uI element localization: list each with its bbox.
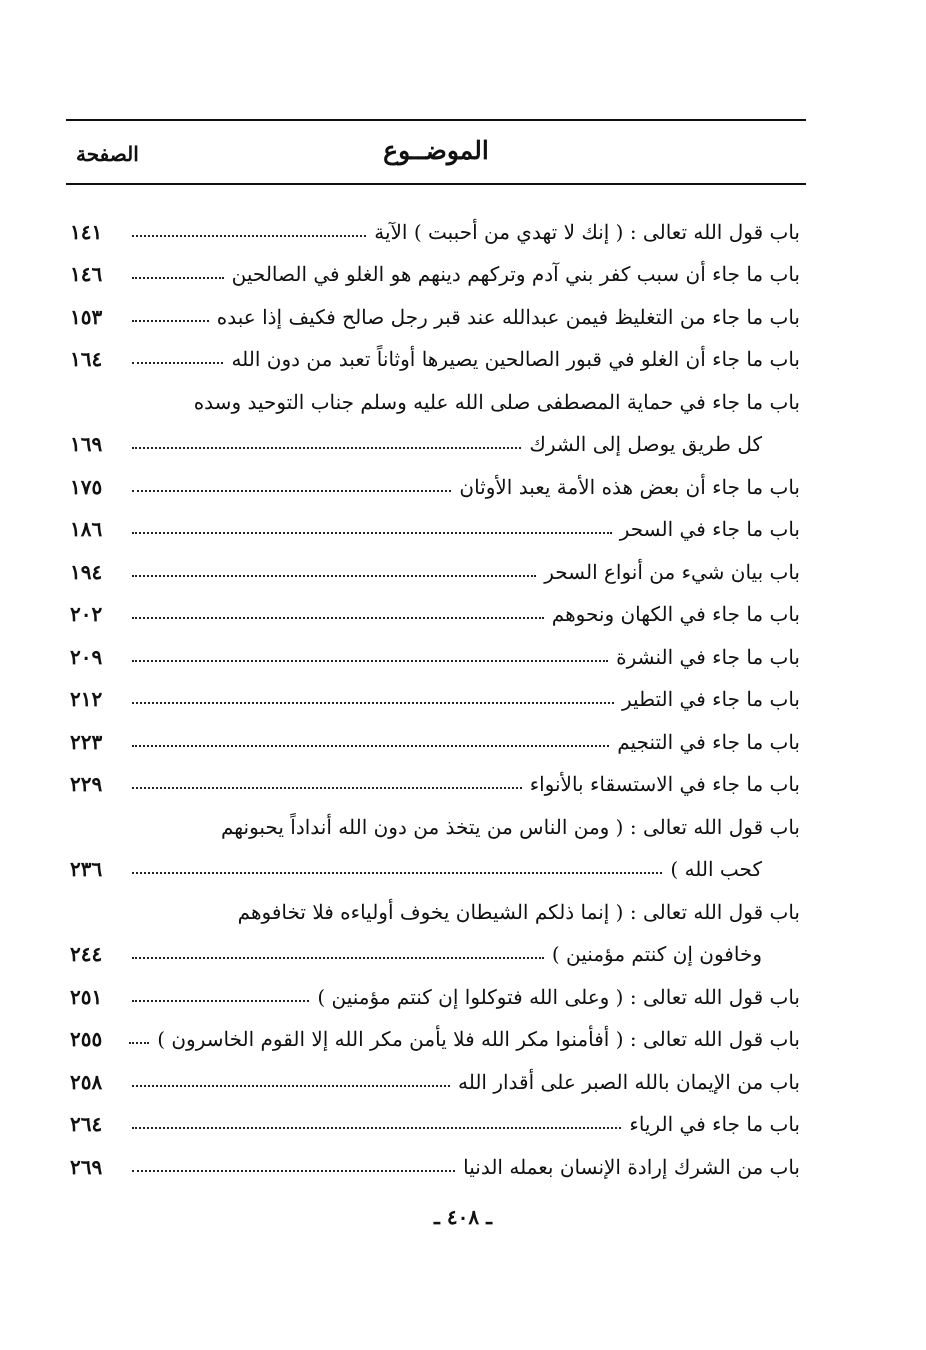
toc-entry-title: باب قول الله تعالى : ( إنما ذلكم الشيطان يخوف أولياءه فلا تخافوهم: [237, 899, 800, 924]
toc-entry-page: ٢٦٤: [70, 1112, 103, 1136]
dot-leader: [132, 235, 366, 237]
toc-entry-page: ١٦٩: [70, 432, 103, 456]
toc-entry-page: ٢٢٣: [70, 729, 103, 754]
table-of-contents: [70, 200, 800, 1178]
dot-leader: [132, 490, 451, 492]
dot-leader: [132, 277, 224, 279]
toc-entry-title: باب ما جاء في النشرة: [616, 644, 800, 669]
dot-leader: [132, 1000, 309, 1002]
toc-entry: [70, 540, 800, 583]
toc-entry-title: باب ما جاء في الرياء: [629, 1112, 800, 1136]
toc-entry: [70, 880, 800, 965]
toc-entry-title: باب بيان شيء من أنواع السحر: [544, 559, 800, 584]
page-number: ـ ٤٠٨ ـ: [434, 1205, 492, 1229]
toc-entry-title: باب قول الله تعالى : ( ومن الناس من يتخذ من دون الله أنداداً يحبونهم: [220, 814, 800, 839]
toc-entry-page: ٢٠٢: [70, 602, 103, 626]
toc-entry-title: باب ما جاء في التطير: [622, 687, 800, 711]
dot-leader: [132, 702, 614, 704]
toc-entry-title-continued: كحب الله ): [670, 857, 762, 881]
dot-leader: [132, 320, 209, 322]
toc-entry-page: ١٩٤: [70, 559, 103, 584]
toc-entry: [70, 328, 800, 371]
toc-entry-title-continued: وخافون إن كنتم مؤمنين ): [551, 942, 762, 966]
toc-entry: [70, 795, 800, 880]
toc-entry-page: ٢٦٩: [70, 1154, 103, 1179]
toc-entry-title: باب ما جاء في الاستسقاء بالأنواء: [529, 772, 800, 796]
toc-entry-title: باب قول الله تعالى : ( وعلى الله فتوكلوا إن كنتم مؤمنين ): [317, 984, 800, 1009]
toc-entry-page: ١٤١: [70, 219, 103, 244]
dot-leader: [129, 1042, 149, 1044]
toc-entry-title: باب قول الله تعالى : ( إنك لا تهدي من أحببت ) الآية: [374, 219, 800, 244]
dot-leader: [132, 1170, 455, 1172]
dot-leader: [132, 787, 522, 789]
toc-entry-title: باب ما جاء من التغليظ فيمن عبدالله عند قبر رجل صالح فكيف إذا عبده: [216, 304, 800, 329]
dot-leader: [132, 745, 609, 747]
dot-leader: [132, 1085, 450, 1087]
dot-leader: [132, 872, 662, 874]
toc-entry-page: ١٦٤: [70, 347, 103, 371]
toc-entry: [70, 1008, 800, 1051]
toc-entry: [70, 370, 800, 455]
dot-leader: [132, 957, 544, 959]
toc-entry-title: باب ما جاء أن الغلو في قبور الصالحين يصيرها أوثاناً تعبد من دون الله: [231, 347, 800, 371]
toc-entry: [70, 583, 800, 626]
toc-entry-title: باب ما جاء في التنجيم: [617, 729, 800, 754]
toc-entry-page: ١٧٥: [70, 474, 103, 499]
toc-entry: [70, 668, 800, 711]
toc-entry: [70, 965, 800, 1008]
toc-entry-page: ١٥٣: [70, 304, 103, 329]
toc-header: [66, 130, 806, 178]
toc-entry-page: ٢٤٤: [70, 942, 103, 966]
toc-entry-title: باب من الإيمان بالله الصبر على أقدار الله: [457, 1069, 800, 1094]
toc-entry-title: باب قول الله تعالى : ( أفأمنوا مكر الله فلا يأمن مكر الله إلا القوم الخاسرون ): [157, 1027, 800, 1051]
toc-entry: [70, 1135, 800, 1178]
toc-entry-title: باب ما جاء في حماية المصطفى صلى الله عليه وسلم جناب التوحيد وسده: [193, 389, 800, 414]
dot-leader: [132, 362, 223, 364]
dot-leader: [132, 660, 608, 662]
toc-entry-page: ٢٠٩: [70, 644, 103, 669]
toc-entry-page: ٢٥٥: [70, 1027, 103, 1051]
toc-entry: [70, 498, 800, 541]
toc-entry: [70, 710, 800, 753]
toc-entry-page: ٢٥١: [70, 984, 103, 1009]
dot-leader: [132, 617, 544, 619]
toc-entry-title: باب ما جاء في السحر: [619, 517, 800, 541]
toc-entry-title: باب ما جاء في الكهان ونحوهم: [551, 602, 800, 626]
toc-entry-title-continued: كل طريق يوصل إلى الشرك: [529, 432, 762, 456]
toc-entry-page: ١٨٦: [70, 517, 103, 541]
toc-entry-page: ٢٢٩: [70, 772, 103, 796]
toc-entry-page: ٢١٢: [70, 687, 103, 711]
dot-leader: [132, 1127, 621, 1129]
toc-entry: [70, 1050, 800, 1093]
top-rule: [66, 119, 806, 121]
page-column-heading: الصفحة: [76, 142, 139, 166]
toc-entry: [70, 1093, 800, 1136]
header-rule: [66, 183, 806, 185]
toc-entry: [70, 243, 800, 286]
dot-leader: [132, 532, 612, 534]
toc-entry-page: ٢٥٨: [70, 1069, 103, 1094]
toc-entry-title: باب ما جاء أن بعض هذه الأمة يعبد الأوثان: [459, 474, 800, 499]
toc-entry-title: باب من الشرك إرادة الإنسان بعمله الدنيا: [463, 1154, 800, 1179]
topic-column-heading: الموضــوع: [383, 136, 489, 165]
dot-leader: [132, 447, 521, 449]
toc-entry: [70, 753, 800, 796]
dot-leader: [132, 575, 536, 577]
toc-entry-title: باب ما جاء أن سبب كفر بني آدم وتركهم دينهم هو الغلو في الصالحين: [231, 262, 800, 286]
toc-entry: [70, 200, 800, 243]
toc-entry: [70, 625, 800, 668]
toc-entry: [70, 455, 800, 498]
toc-entry-page: ١٤٦: [70, 262, 103, 286]
toc-entry-page: ٢٣٦: [70, 857, 103, 881]
toc-entry: [70, 285, 800, 328]
